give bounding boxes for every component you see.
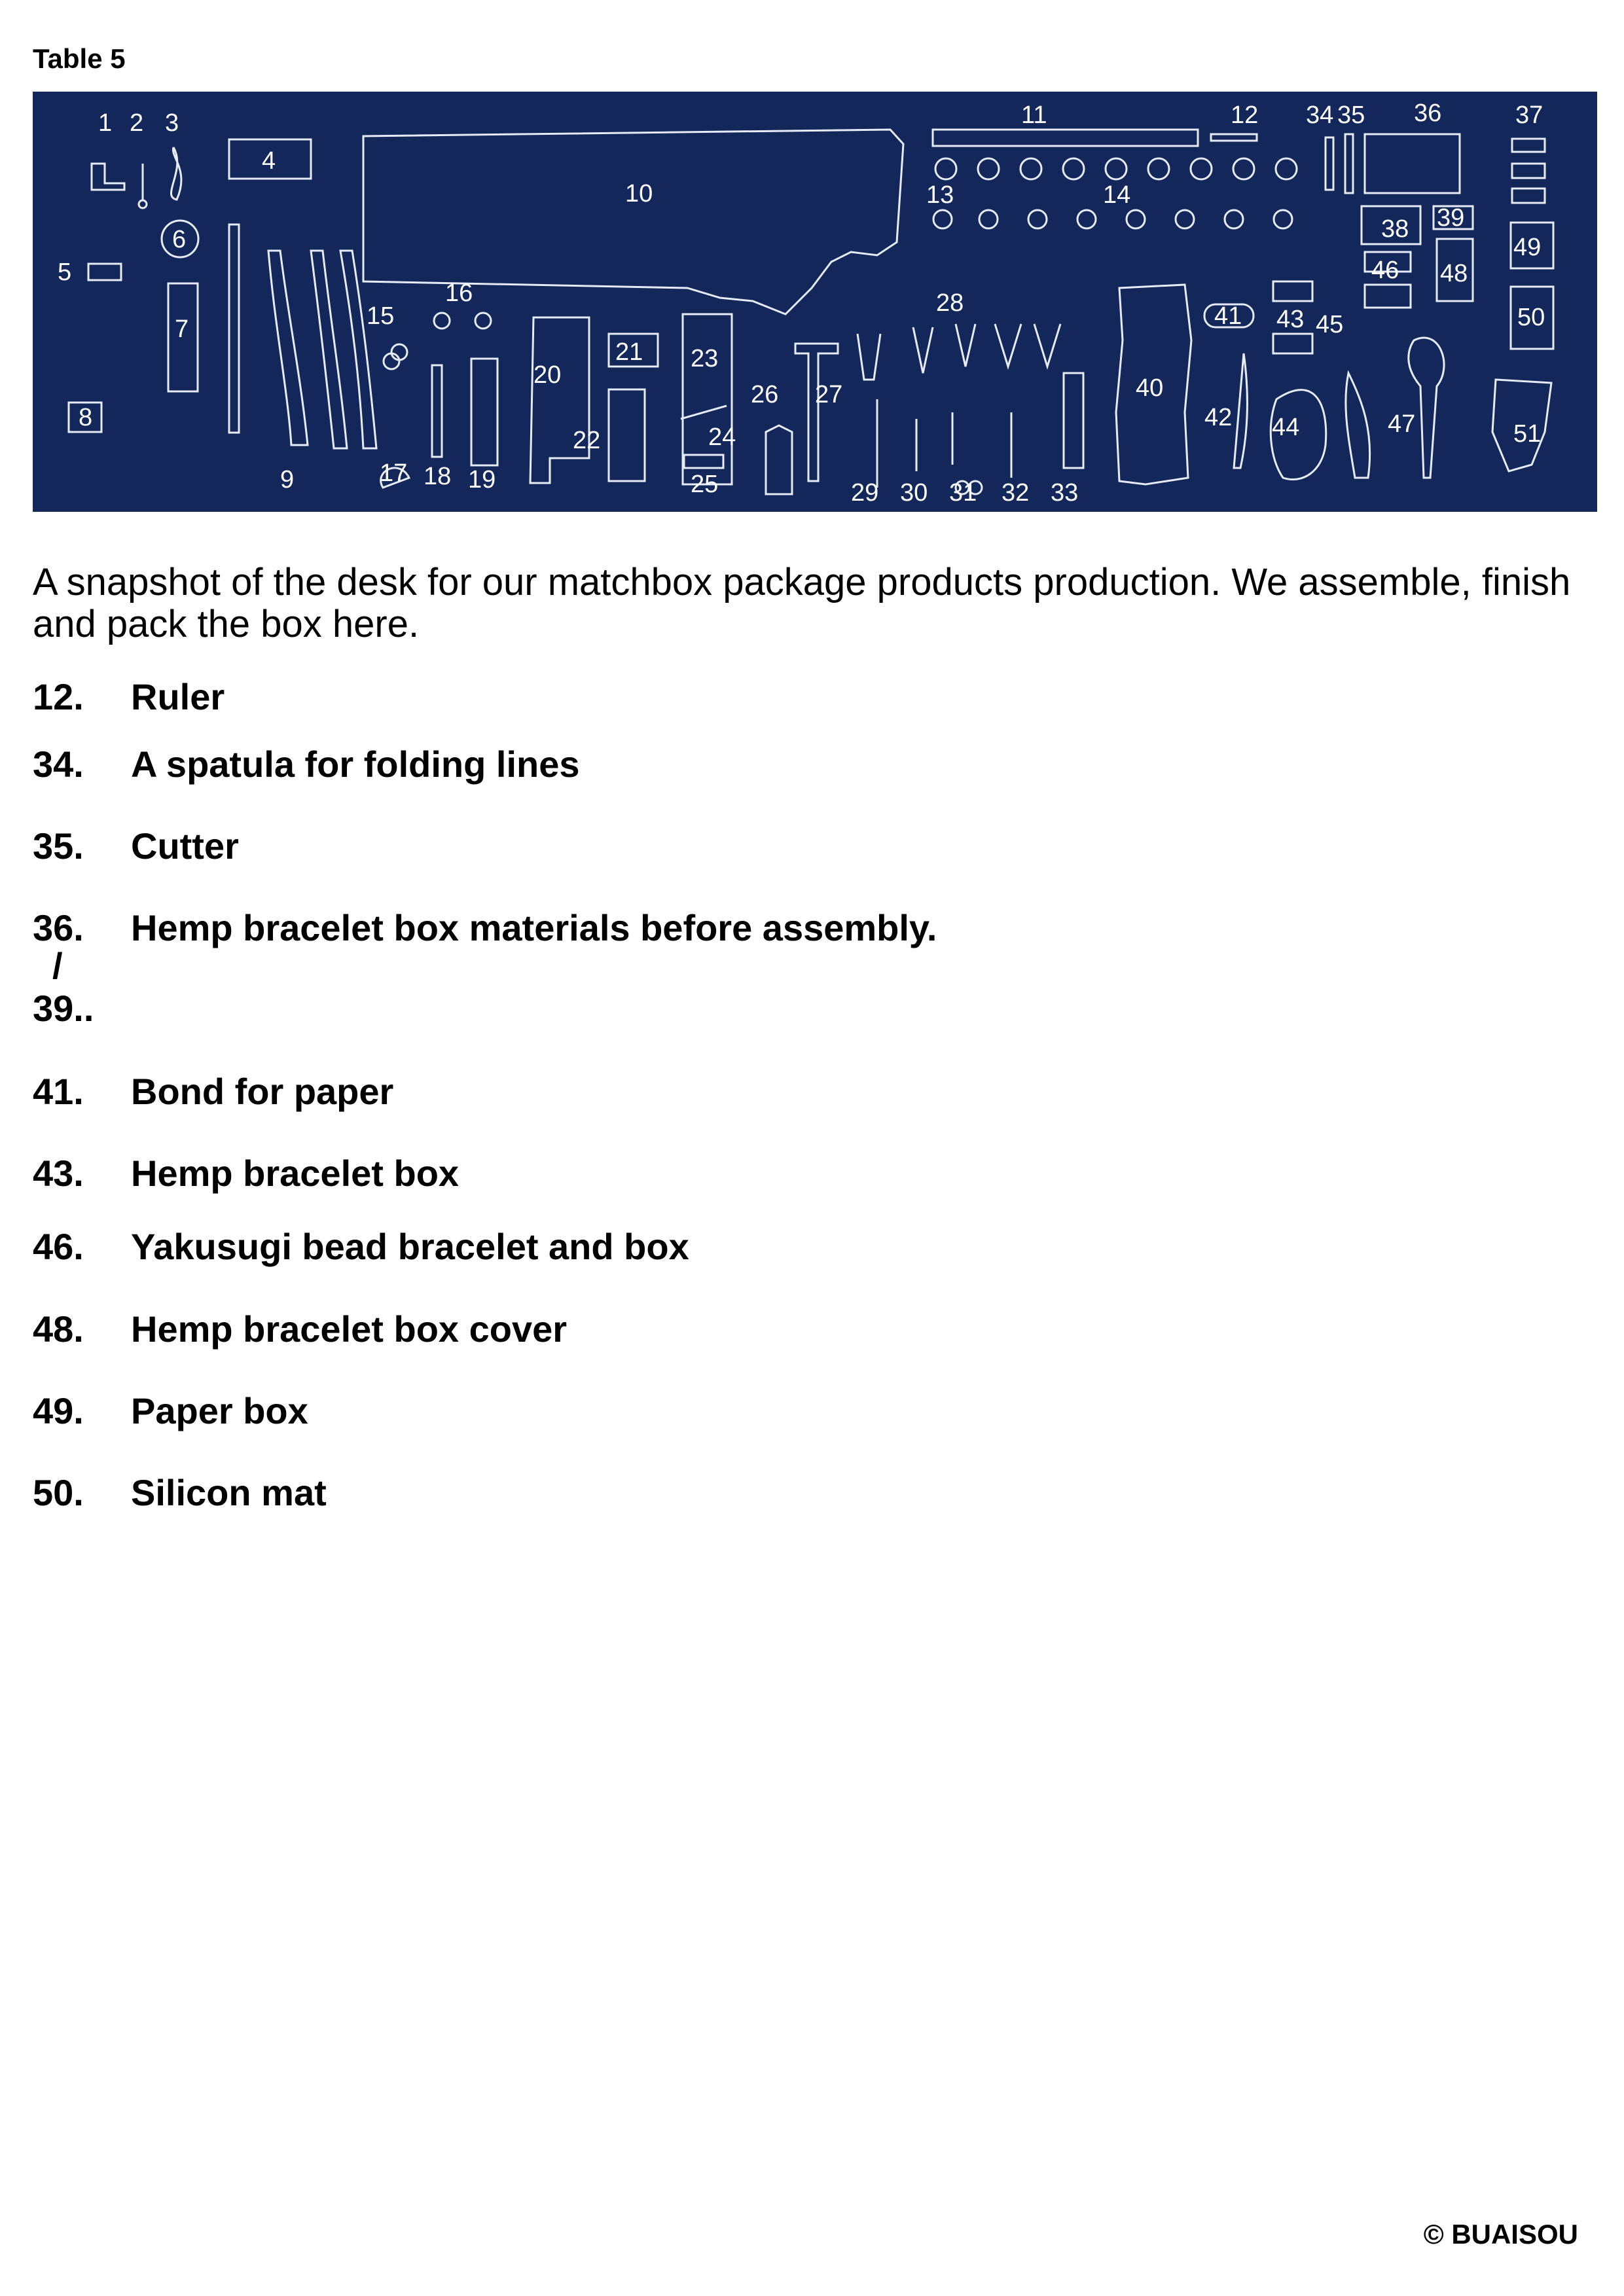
callout-24: 24 bbox=[708, 423, 736, 451]
tool-desk-blueprint bbox=[33, 92, 1597, 512]
legend-item bbox=[33, 987, 131, 1030]
callout-32: 32 bbox=[1001, 479, 1030, 507]
legend-num: 43. bbox=[33, 1153, 84, 1194]
callout-42: 42 bbox=[1204, 404, 1233, 431]
callout-22: 22 bbox=[573, 427, 601, 454]
legend-label: Bond for paper bbox=[131, 1071, 394, 1112]
callout-18: 18 bbox=[424, 463, 452, 490]
legend-item bbox=[33, 1070, 393, 1113]
callout-21: 21 bbox=[615, 338, 643, 366]
callout-15: 15 bbox=[367, 302, 395, 330]
callout-26: 26 bbox=[751, 381, 779, 408]
legend-item bbox=[33, 825, 239, 867]
legend-item bbox=[33, 743, 580, 785]
callout-4: 4 bbox=[262, 147, 276, 175]
legend-num: 36. bbox=[33, 907, 84, 948]
legend-num: 48. bbox=[33, 1308, 84, 1350]
callout-5: 5 bbox=[58, 259, 72, 286]
callout-2: 2 bbox=[130, 109, 144, 137]
caption: A snapshot of the desk for our matchbox package products production. We assemble, finish and pack the box here. bbox=[33, 561, 1571, 645]
callout-36: 36 bbox=[1414, 99, 1442, 127]
callout-12: 12 bbox=[1231, 101, 1259, 129]
legend-num: 49. bbox=[33, 1390, 84, 1431]
range-separator: / bbox=[52, 945, 63, 986]
callout-34: 34 bbox=[1306, 101, 1334, 129]
callout-3: 3 bbox=[165, 109, 179, 137]
callout-50: 50 bbox=[1517, 304, 1545, 331]
legend-label: Paper box bbox=[131, 1390, 308, 1431]
callout-49: 49 bbox=[1513, 234, 1542, 261]
callout-9: 9 bbox=[280, 466, 295, 493]
callout-23: 23 bbox=[691, 345, 719, 372]
legend-label: Yakusugi bead bracelet and box bbox=[131, 1226, 689, 1267]
callout-47: 47 bbox=[1388, 410, 1416, 438]
callout-19: 19 bbox=[468, 466, 496, 493]
legend-label: Hemp bracelet box cover bbox=[131, 1308, 568, 1350]
legend-num: 46. bbox=[33, 1226, 84, 1267]
callout-1: 1 bbox=[98, 109, 113, 137]
callout-51: 51 bbox=[1513, 420, 1542, 448]
legend-label: Hemp bracelet box materials before assembly. bbox=[131, 907, 937, 948]
callout-31: 31 bbox=[949, 479, 977, 507]
callout-33: 33 bbox=[1051, 479, 1079, 507]
legend-item bbox=[33, 1390, 308, 1432]
callout-7: 7 bbox=[175, 315, 189, 343]
callout-41: 41 bbox=[1214, 302, 1242, 330]
legend-num: 50. bbox=[33, 1472, 84, 1513]
legend-num: 35. bbox=[33, 825, 84, 867]
legend-num: 12. bbox=[33, 676, 84, 717]
legend-num: 34. bbox=[33, 744, 84, 785]
callout-11: 11 bbox=[1021, 101, 1047, 129]
callout-17: 17 bbox=[380, 459, 408, 487]
callout-28: 28 bbox=[936, 289, 964, 317]
legend-item bbox=[33, 1225, 689, 1268]
callout-35: 35 bbox=[1337, 101, 1365, 129]
callout-39: 39 bbox=[1437, 204, 1465, 232]
copyright: © BUAISOU bbox=[1423, 2219, 1578, 2250]
legend-label: A spatula for folding lines bbox=[131, 744, 580, 785]
callout-20: 20 bbox=[533, 361, 562, 389]
legend-item bbox=[33, 1471, 327, 1514]
legend-item bbox=[33, 906, 937, 949]
callout-46: 46 bbox=[1371, 257, 1399, 284]
callout-27: 27 bbox=[815, 381, 843, 408]
callout-37: 37 bbox=[1515, 101, 1543, 129]
callout-8: 8 bbox=[79, 404, 93, 431]
callout-30: 30 bbox=[900, 479, 928, 507]
legend-num: 41. bbox=[33, 1071, 84, 1112]
legend-label: Hemp bracelet box bbox=[131, 1153, 460, 1194]
callout-44: 44 bbox=[1272, 414, 1300, 441]
callout-6: 6 bbox=[172, 226, 187, 253]
callout-29: 29 bbox=[851, 479, 879, 507]
callout-10: 10 bbox=[625, 180, 653, 207]
legend-item bbox=[33, 1308, 567, 1350]
callout-40: 40 bbox=[1136, 374, 1164, 402]
callout-43: 43 bbox=[1276, 306, 1305, 333]
legend-item bbox=[33, 1152, 459, 1194]
callout-13: 13 bbox=[926, 181, 954, 209]
legend-label: Ruler bbox=[131, 676, 225, 717]
legend-label: Cutter bbox=[131, 825, 239, 867]
callout-45: 45 bbox=[1316, 311, 1344, 338]
callout-38: 38 bbox=[1381, 215, 1409, 243]
legend-item bbox=[33, 675, 225, 718]
callout-14: 14 bbox=[1103, 181, 1131, 209]
legend-label: Silicon mat bbox=[131, 1472, 327, 1513]
table-title: Table 5 bbox=[33, 43, 126, 74]
callout-16: 16 bbox=[445, 279, 473, 307]
callout-48: 48 bbox=[1440, 260, 1468, 287]
blueprint-svg bbox=[33, 92, 1597, 512]
legend-num: 39.. bbox=[33, 988, 94, 1029]
callout-numbers bbox=[58, 99, 1545, 507]
callout-25: 25 bbox=[691, 471, 719, 498]
